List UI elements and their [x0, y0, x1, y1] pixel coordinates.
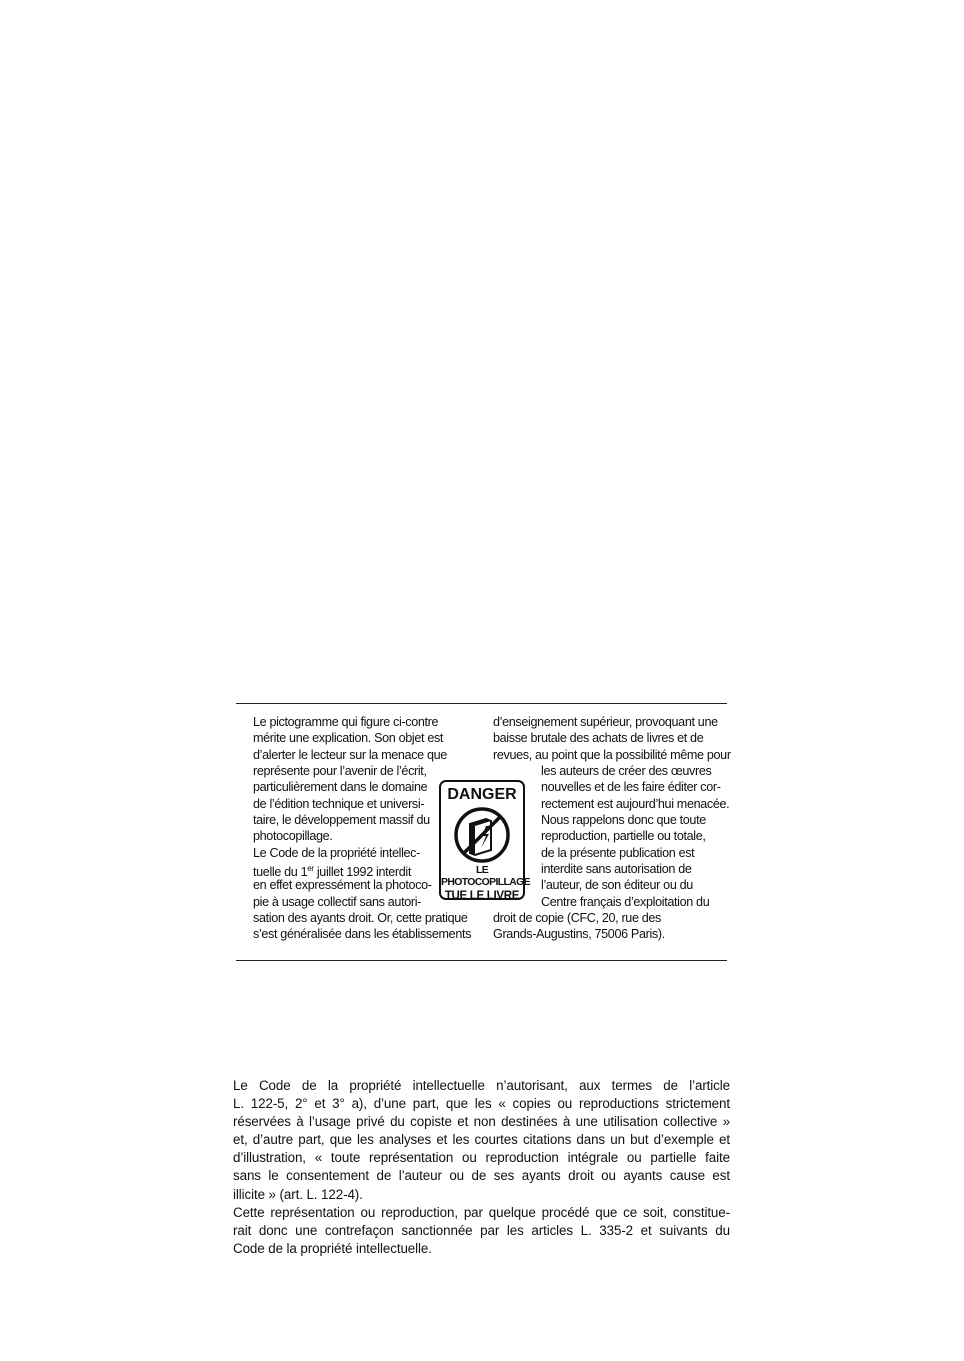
- logo-footer-line-2: TUE LE LIVRE: [444, 890, 520, 902]
- text-line: mérite une explication. Son objet est: [253, 731, 444, 746]
- text-line: rectement est aujourd’hui menacée.: [541, 796, 730, 811]
- legal-notice: [233, 1077, 730, 1258]
- text-line: baisse brutale des achats de livres et de: [493, 731, 704, 746]
- text-line: d’illustration, « toute représentation ou reproduction intégrale ou partielle faite: [233, 1150, 730, 1166]
- text-line: revues, au point que la possibilité même pour: [493, 747, 731, 762]
- text-line: l’auteur, de son éditeur ou du: [541, 878, 693, 893]
- text-line: de la présente publication est: [541, 845, 695, 860]
- text-line: nouvelles et de les faire éditer cor-: [541, 780, 721, 795]
- text-line: Le Code de la propriété intellectuelle n’autorisant, aux termes de l’article: [233, 1078, 730, 1093]
- text-line: Cette représentation ou reproduction, par quelque procédé que ce soit, constitue-: [233, 1204, 730, 1220]
- text-line: photocopillage.: [253, 829, 333, 844]
- text-line: droit de copie (CFC, 20, rue des: [493, 911, 661, 925]
- text-line: les auteurs de créer des œuvres: [541, 764, 712, 778]
- text-line: L. 122-5, 2° et 3° a), d’une part, que les « copies ou reproductions strictement: [233, 1096, 730, 1112]
- text-line: en effet expressément la photoco-: [253, 878, 432, 893]
- legal-paragraph-2: [233, 1204, 730, 1258]
- text-line: et, d’autre part, que les analyses et les courtes citations dans un but d’exemple et: [233, 1132, 730, 1148]
- superscript: er: [307, 864, 314, 874]
- warning-right-column-top: [493, 714, 731, 763]
- text-line: Le Code de la propriété intellec-: [253, 845, 420, 860]
- text-line: s’est généralisée dans les établissements: [253, 927, 472, 942]
- text-line: taire, le développement massif du: [253, 813, 430, 828]
- text-fragment: tuelle du 1: [253, 865, 308, 880]
- text-line: d’alerter le lecteur sur la menace que: [253, 747, 447, 762]
- text-line: Nous rappelons donc que toute: [541, 813, 706, 828]
- text-line: reproduction, partielle ou totale,: [541, 829, 706, 844]
- text-line: particulièrement dans le domaine: [253, 780, 428, 795]
- text-line: pie à usage collectif sans autori-: [253, 894, 422, 909]
- text-line: sans le consentement de l’auteur ou de ses ayants droit ou ayants cause est: [233, 1168, 730, 1184]
- danger-photocopillage-logo: [439, 780, 530, 902]
- text-line: rait donc une contrefaçon sanctionnée par les articles L. 335-2 et suivants du: [233, 1222, 730, 1238]
- text-line: interdite sans autorisation de: [541, 862, 692, 877]
- text-line: sation des ayants droit. Or, cette pratique: [253, 911, 468, 926]
- photocopy-kills-book-icon: [453, 806, 511, 864]
- text-line: Le pictogramme qui figure ci-contre: [253, 715, 439, 729]
- text-line: Grands-Augustins, 75006 Paris).: [493, 927, 665, 942]
- logo-heading: DANGER: [447, 786, 517, 803]
- text-line: réservées à l’usage privé du copiste et non destinées à une utilisation collective »: [233, 1114, 730, 1130]
- text-line: illicite » (art. L. 122-4).: [233, 1186, 363, 1202]
- text-line: Centre français d’exploitation du: [541, 894, 710, 909]
- text-line: d’enseignement supérieur, provoquant une: [493, 715, 718, 729]
- warning-right-column-bottom: [493, 910, 665, 943]
- logo-footer-line-1: LE PHOTOCOPILLAGE: [441, 865, 530, 888]
- photocopy-warning-box: [236, 703, 731, 961]
- text-line: de l’édition technique et universi-: [253, 796, 425, 811]
- text-fragment: juillet 1992 interdit: [313, 865, 412, 880]
- warning-right-column-middle: [541, 763, 729, 910]
- legal-paragraph-1: [233, 1077, 730, 1204]
- text-line: Code de la propriété intellectuelle.: [233, 1240, 432, 1256]
- text-line: représente pour l’avenir de l’écrit,: [253, 764, 427, 779]
